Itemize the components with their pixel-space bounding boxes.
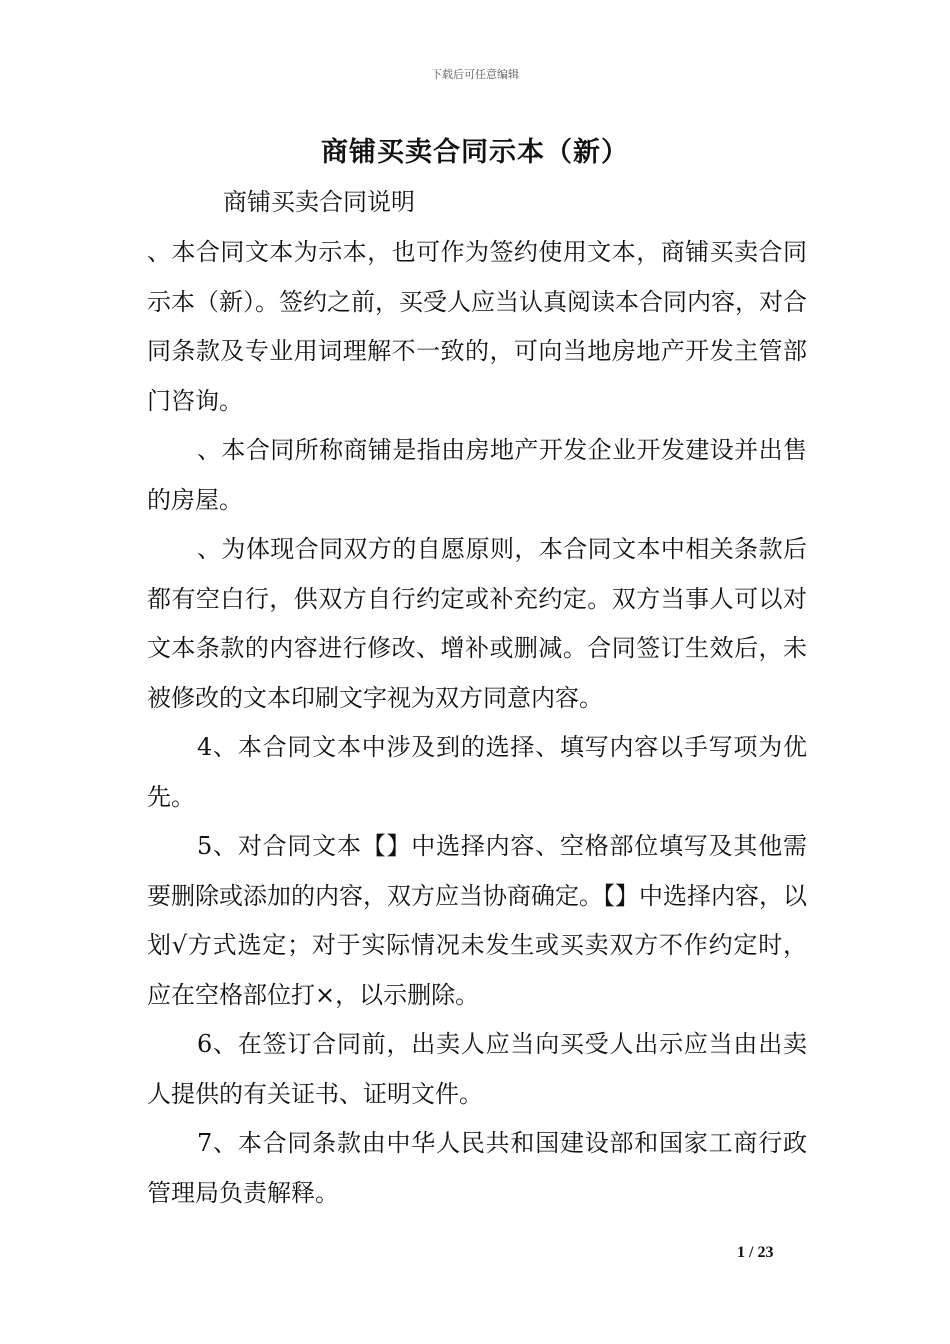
document-title: 商铺买卖合同示本（新） bbox=[321, 137, 629, 168]
document-body bbox=[147, 228, 807, 1218]
paragraph-4: 4、本合同文本中涉及到的选择、填写内容以手写项为优先。 bbox=[147, 733, 807, 811]
paragraph-3: 、为体现合同双方的自愿原则，本合同文本中相关条款后都有空白行，供双方自行约定或补充约定。双方当事人可以对文本条款的内容进行修改、增补或删减。合同签订生效后，未被修改的文本印刷文字视为双方同意内容。 bbox=[147, 535, 807, 712]
paragraph-2: 、本合同所称商铺是指由房地产开发企业开发建设并出售的房屋。 bbox=[147, 436, 807, 514]
paragraph-5: 5、对合同文本【】中选择内容、空格部位填写及其他需要删除或添加的内容，双方应当协商确定。【】中选择内容，以划√方式选定；对于实际情况未发生或买卖双方不作约定时，应在空格部位打×，以示删除。 bbox=[147, 832, 807, 1009]
paragraph-1: 、本合同文本为示本，也可作为签约使用文本，商铺买卖合同示本（新）。签约之前，买受人应当认真阅读本合同内容，对合同条款及专业用词理解不一致的，可向当地房地产开发主管部门咨询。 bbox=[147, 238, 807, 415]
document-subtitle: 商铺买卖合同说明 bbox=[223, 188, 415, 216]
page-number: 1 / 23 bbox=[737, 1244, 774, 1261]
paragraph-6: 6、在签订合同前，出卖人应当向买受人出示应当由出卖人提供的有关证书、证明文件。 bbox=[147, 1030, 807, 1108]
header-note: 下载后可任意编辑 bbox=[431, 68, 519, 81]
paragraph-7: 7、本合同条款由中华人民共和国建设部和国家工商行政管理局负责解释。 bbox=[147, 1129, 807, 1207]
